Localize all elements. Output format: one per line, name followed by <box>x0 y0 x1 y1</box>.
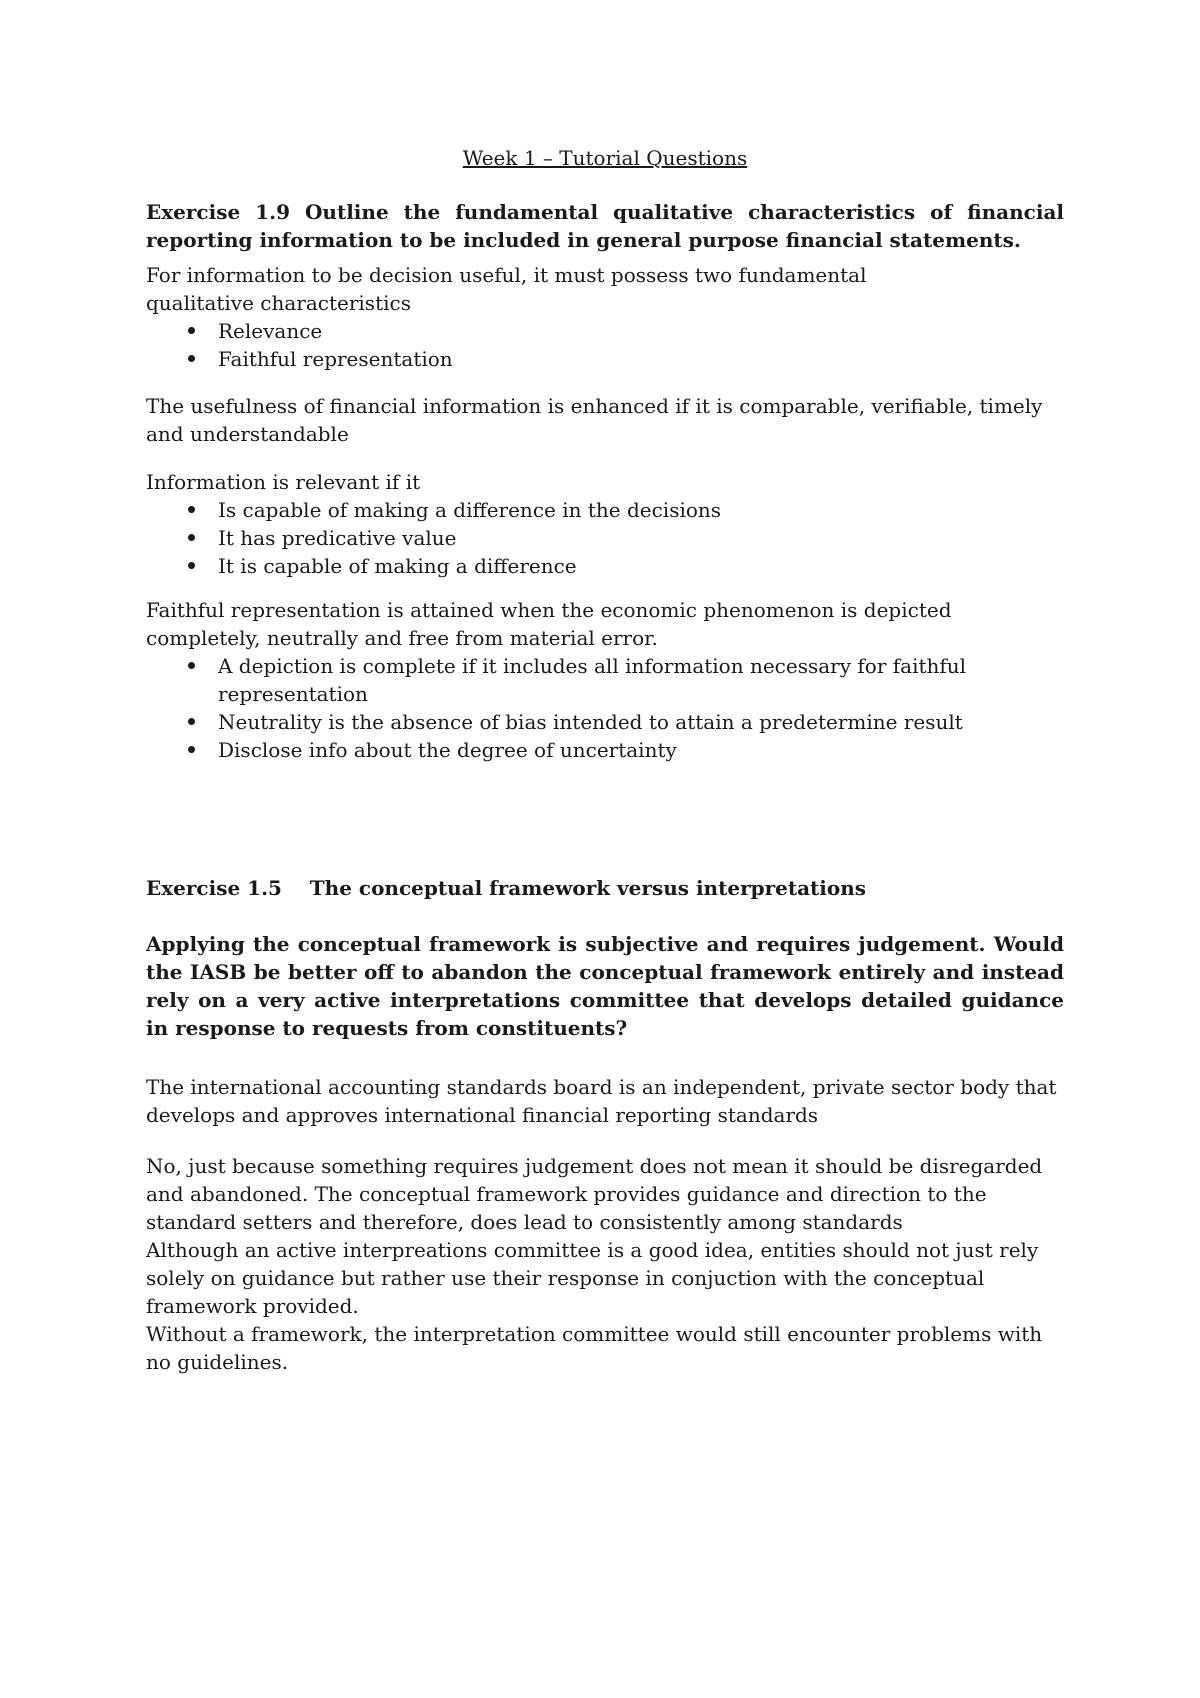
bullet-icon <box>188 327 195 334</box>
list-item: It is capable of making a difference <box>146 552 1064 580</box>
page-title: Week 1 – Tutorial Questions <box>462 146 748 170</box>
bullet-icon <box>188 506 195 513</box>
fundamental-characteristics-list <box>146 317 1064 373</box>
list-item: Is capable of making a difference in the decisions <box>146 496 1064 524</box>
answer-line: Without a framework, the interpretation committee would still encounter problems with no guidelines. <box>146 1322 1043 1374</box>
answer-line: No, just because something requires judgement does not mean it should be disregarded and abandoned. The conceptual framework provides guidance and direction to the standard setters and therefore, does lead to consistently among standards <box>146 1154 1043 1234</box>
faithful-representation-list <box>146 652 1064 764</box>
list-item: Neutrality is the absence of bias intended to attain a predetermine result <box>146 708 1064 736</box>
faithful-representation-intro: Faithful representation is attained when the economic phenomenon is depicted completely, neutrally and free from material error. <box>146 598 952 650</box>
exercise-1-5-heading: Exercise 1.5 The conceptual framework versus interpretations <box>146 876 867 900</box>
bullet-icon <box>188 746 195 753</box>
answer-paragraph <box>146 1152 1064 1376</box>
answer-line: Although an active interpreations committee is a good idea, entities should not just rely solely on guidance but rather use their response in conjuction with the conceptual framework provided. <box>146 1238 1039 1318</box>
usefulness-paragraph: The usefulness of financial information is enhanced if it is comparable, verifiable, timely and understandable <box>146 394 1043 446</box>
relevance-intro: Information is relevant if it <box>146 470 421 494</box>
list-item: Disclose info about the degree of uncertainty <box>146 736 1064 764</box>
list-item: It has predicative value <box>146 524 1064 552</box>
exercise-1-5-question: Applying the conceptual framework is subjective and requires judgement. Would the IASB be better off to abandon the conceptual framework entirely and instead rely on a very active interpretations committee that develops detailed guidance in response to requests from constituents? <box>146 932 1064 1040</box>
list-item: Relevance <box>146 317 1064 345</box>
bullet-icon <box>188 534 195 541</box>
bullet-icon <box>188 355 195 362</box>
relevance-list <box>146 496 1064 580</box>
exercise-1-9-question: Exercise 1.9 Outline the fundamental qualitative characteristics of financial reporting information to be included in general purpose financial statements. <box>146 200 1064 252</box>
list-item: A depiction is complete if it includes all information necessary for faithful representation <box>146 652 1064 708</box>
list-item: Faithful representation <box>146 345 1064 373</box>
bullet-icon <box>188 562 195 569</box>
decision-useful-intro: For information to be decision useful, it must possess two fundamental qualitative characteristics <box>146 263 867 315</box>
bullet-icon <box>188 718 195 725</box>
bullet-icon <box>188 662 195 669</box>
iasb-description: The international accounting standards board is an independent, private sector body that develops and approves international financial reporting standards <box>146 1075 1057 1127</box>
